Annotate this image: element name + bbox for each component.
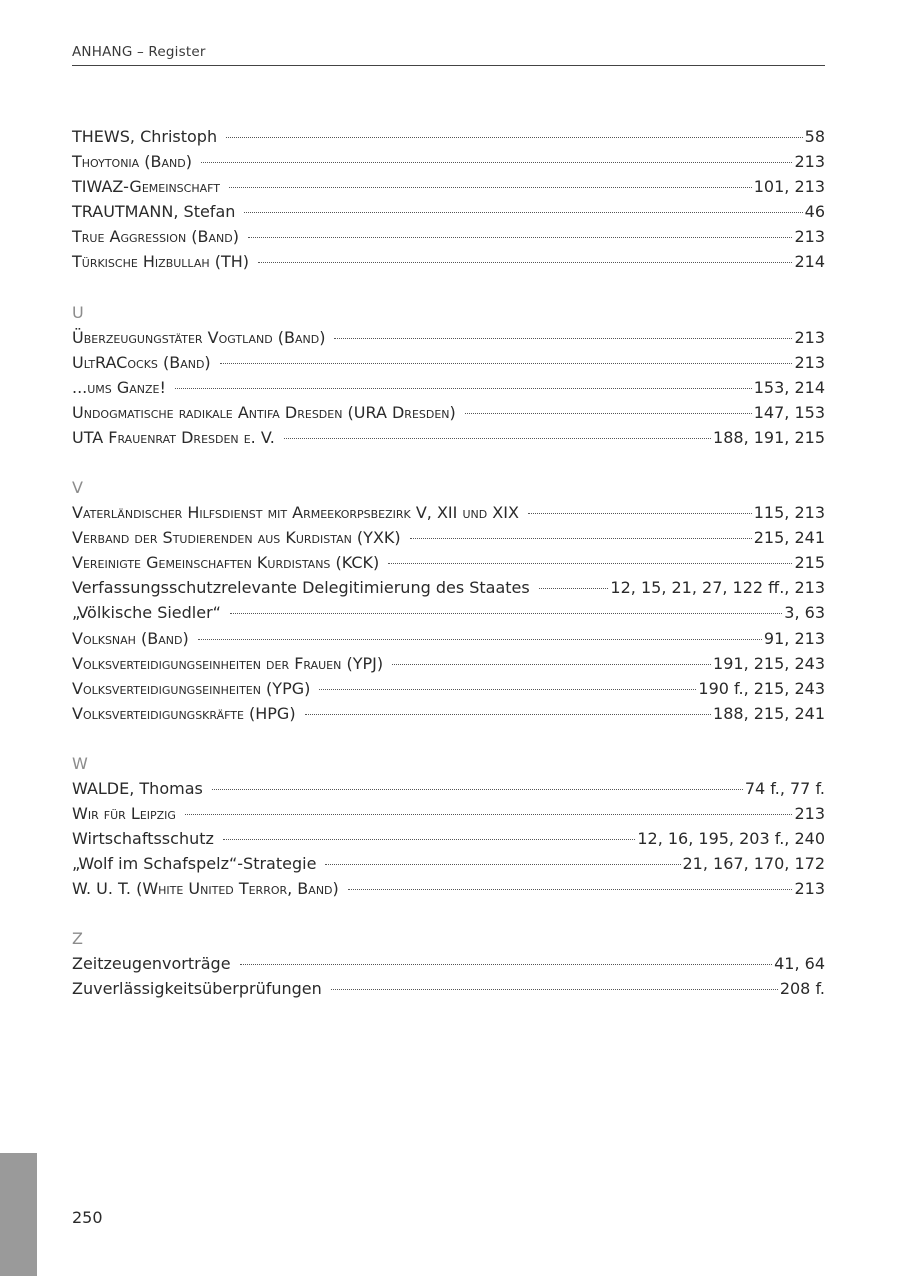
index-section	[72, 300, 825, 450]
index-entry	[72, 776, 825, 801]
entry-pages: 12, 15, 21, 27, 122 ff., 213	[610, 578, 825, 598]
index-section	[72, 475, 825, 726]
index-entry	[72, 249, 825, 274]
dot-leader	[230, 613, 782, 614]
entry-pages: 214	[794, 252, 825, 272]
entry-pages: 213	[794, 227, 825, 247]
entry-pages: 213	[794, 152, 825, 172]
index-entry	[72, 626, 825, 651]
entry-term: W. U. T. (White United Terror, Band)	[72, 879, 339, 899]
entry-term: „Völkische Siedler“	[72, 603, 221, 623]
dot-leader	[226, 137, 803, 138]
dot-leader	[223, 839, 635, 840]
dot-leader	[201, 162, 792, 163]
entry-term: Volksverteidigungseinheiten (YPG)	[72, 678, 311, 698]
entry-term: ...ums Ganze!	[72, 377, 166, 397]
index-entry	[72, 801, 825, 826]
dot-leader	[185, 814, 793, 815]
entry-pages: 153, 214	[753, 377, 825, 397]
index-entry	[72, 400, 825, 425]
index-entry	[72, 199, 825, 224]
dot-leader	[220, 363, 793, 364]
entry-pages: 213	[794, 803, 825, 823]
dot-leader	[410, 538, 752, 539]
entry-pages: 213	[794, 352, 825, 372]
page-edge-tab	[0, 1153, 37, 1276]
entry-term: Zeitzeugenvorträge	[72, 954, 231, 974]
page-number: 250	[72, 1208, 103, 1227]
entry-pages: 213	[794, 327, 825, 347]
register-index	[72, 124, 825, 1027]
dot-leader	[331, 989, 778, 990]
dot-leader	[198, 639, 762, 640]
dot-leader	[175, 388, 752, 389]
index-entry	[72, 224, 825, 249]
index-entry	[72, 851, 825, 876]
dot-leader	[465, 413, 752, 414]
entry-term: Überzeugungstäter Vogtland (Band)	[72, 327, 326, 347]
entry-term: UltRACocks (Band)	[72, 352, 211, 372]
entry-term: Zuverlässigkeitsüberprüfungen	[72, 979, 322, 999]
entry-pages: 3, 63	[784, 603, 825, 623]
index-entry	[72, 350, 825, 375]
entry-term: Verband der Studierenden aus Kurdistan (YXK)	[72, 528, 401, 548]
entry-pages: 188, 215, 241	[713, 703, 825, 723]
index-entry	[72, 676, 825, 701]
entry-pages: 58	[804, 127, 825, 146]
entry-term: TRAUTMANN, Stefan	[72, 202, 236, 222]
index-entry	[72, 651, 825, 676]
index-entry	[72, 325, 825, 350]
dot-leader	[392, 664, 711, 665]
dot-leader	[334, 338, 792, 339]
entry-pages: 213	[794, 879, 825, 899]
section-letter: W	[72, 753, 88, 773]
dot-leader	[325, 864, 680, 865]
dot-leader	[258, 262, 792, 263]
section-letter: U	[72, 302, 84, 322]
index-entry	[72, 425, 825, 450]
entry-term: Wirtschaftsschutz	[72, 829, 214, 849]
entry-pages: 46	[804, 202, 825, 222]
entry-pages: 91, 213	[763, 628, 825, 648]
index-entry	[72, 826, 825, 851]
entry-term: Volksnah (Band)	[72, 628, 189, 648]
entry-term: Wir für Leipzig	[72, 803, 176, 823]
entry-term: Vereinigte Gemeinschaften Kurdistans (KCK)	[72, 553, 380, 573]
index-entry	[72, 124, 825, 149]
index-entry	[72, 174, 825, 199]
entry-term: Volksverteidigungseinheiten der Frauen (YPJ)	[72, 653, 384, 673]
entry-term: Volksverteidigungskräfte (HPG)	[72, 703, 296, 723]
index-entry	[72, 550, 825, 575]
entry-term: THEWS, Christoph	[72, 127, 218, 146]
entry-term: WALDE, Thomas	[72, 778, 203, 798]
entry-term: UTA Frauenrat Dresden e. V.	[72, 427, 275, 447]
dot-leader	[388, 563, 792, 564]
entry-pages: 115, 213	[753, 503, 825, 523]
entry-term: Vaterländischer Hilfsdienst mit Armeekorpsbezirk V, XII und XIX	[72, 503, 519, 523]
dot-leader	[212, 789, 743, 790]
entry-pages: 215	[794, 553, 825, 573]
index-entry	[72, 701, 825, 726]
dot-leader	[229, 187, 752, 188]
dot-leader	[305, 714, 711, 715]
entry-pages: 12, 16, 195, 203 f., 240	[637, 829, 825, 849]
entry-term: Türkische Hizbullah (TH)	[72, 252, 249, 272]
entry-pages: 41, 64	[774, 954, 825, 974]
entry-pages: 101, 213	[753, 177, 825, 197]
entry-term: TIWAZ-Gemeinschaft	[72, 177, 220, 197]
index-entry	[72, 876, 825, 901]
index-section	[72, 124, 825, 275]
index-entry	[72, 575, 825, 600]
dot-leader	[528, 513, 752, 514]
section-letter: Z	[72, 929, 83, 949]
entry-pages: 147, 153	[753, 402, 825, 422]
index-entry	[72, 976, 825, 1001]
running-head: ANHANG – Register	[72, 44, 825, 66]
dot-leader	[244, 212, 802, 213]
index-section	[72, 751, 825, 901]
dot-leader	[240, 964, 773, 965]
dot-leader	[348, 889, 793, 890]
dot-leader	[539, 588, 609, 589]
index-entry	[72, 375, 825, 400]
entry-term: True Aggression (Band)	[72, 227, 239, 247]
entry-term: Undogmatische radikale Antifa Dresden (URA Dresden)	[72, 402, 456, 422]
dot-leader	[319, 689, 696, 690]
entry-term: Thoytonia (Band)	[72, 152, 192, 172]
index-entry	[72, 500, 825, 525]
entry-pages: 21, 167, 170, 172	[682, 854, 825, 874]
entry-term: „Wolf im Schafspelz“-Strategie	[72, 854, 317, 874]
index-section	[72, 926, 825, 1001]
entry-term: Verfassungsschutzrelevante Delegitimierung des Staates	[72, 578, 530, 598]
index-entry	[72, 600, 825, 625]
entry-pages: 188, 191, 215	[713, 427, 825, 447]
section-letter: V	[72, 478, 83, 498]
dot-leader	[248, 237, 792, 238]
index-entry	[72, 149, 825, 174]
index-entry	[72, 951, 825, 976]
entry-pages: 74 f., 77 f.	[744, 778, 825, 798]
entry-pages: 191, 215, 243	[713, 653, 825, 673]
dot-leader	[284, 438, 711, 439]
entry-pages: 208 f.	[779, 979, 825, 999]
entry-pages: 215, 241	[753, 528, 825, 548]
entry-pages: 190 f., 215, 243	[698, 678, 825, 698]
index-entry	[72, 525, 825, 550]
